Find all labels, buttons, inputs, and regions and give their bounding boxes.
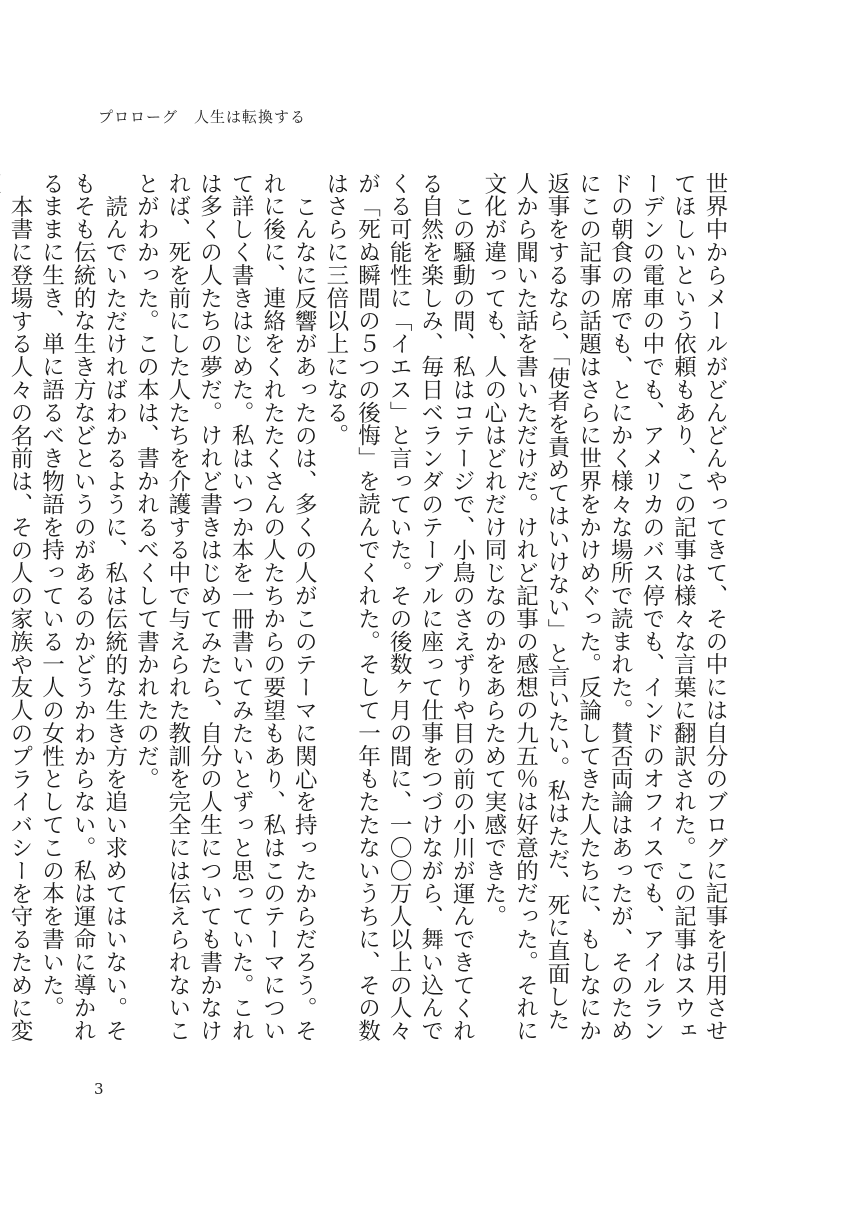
paragraph-4: 読んでいただければわかるように、私は伝統的な生き方を追い求めてはいない。そもそも伝統的な生き方などというのがあるのかどうかわからない。私は運命に導かれるままに生き、単に語るべき物語を持っている一人の女性としてこの本を書いた。 <box>38 172 128 1043</box>
vertical-text-block <box>6 172 730 1052</box>
paragraph-1: 世界中からメールがどんどんやってきて、その中には自分のブログに記事を引用させてほしいという依頼もあり、この記事は様々な言葉に翻訳された。この記事はスウェーデンの電車の中でも、アメリカのバス停でも、インドのオフィスでも、アイルランドの朝食の席でも、とにかく様々な場所で読まれた。賛否両論はあったが、そのためにこの記事の話題はさらに世界をかけめぐった。反論してきた人たちに、もしなにか返事をするなら、「使者を責めてはいけない」と言いたい。私はただ、死に直面した人から聞いた話を書いただけだ。けれど記事の感想の九五％は好意的だった。それに文化が違っても、人の心はどれだけ同じなのかをあらためて実感できた。 <box>480 172 728 1043</box>
paragraph-2: この騒動の間、私はコテージで、小鳥のさえずりや目の前の小川が運んできてくれる自然を楽しみ、毎日ベランダのテーブルに座って仕事をつづけながら、舞い込んでくる可能性に「イエス」と言っていた。その後数ヶ月の間に、一〇〇万人以上の人々が「死ぬ瞬間の５つの後悔」を読んでくれた。そして一年もたたないうちに、その数はさらに三倍以上になる。 <box>322 172 476 1043</box>
paragraph-5: 本書に登場する人々の名前は、その人の家族や友人のプライバシーを守るために変 <box>6 194 33 1042</box>
page-number: 3 <box>94 1080 104 1098</box>
running-head: プロローグ 人生は転換する <box>98 108 307 126</box>
paragraph-3: こんなに反響があったのは、多くの人がこのテーマに関心を持ったからだろう。それに後に、連絡をくれたたくさんの人たちからの要望もあり、私はこのテーマについて詳しく書きはじめた。私はいつか本を一冊書いてみたいとずっと思っていた。これは多くの人たちの夢だ。けれど書きはじめてみたら、自分の人生についても書かなければ、死を前にした人たちを介護する中で与えられた教訓を完全には伝えられないことがわかった。この本は、書かれるべくして書かれたのだ。 <box>133 172 318 1043</box>
